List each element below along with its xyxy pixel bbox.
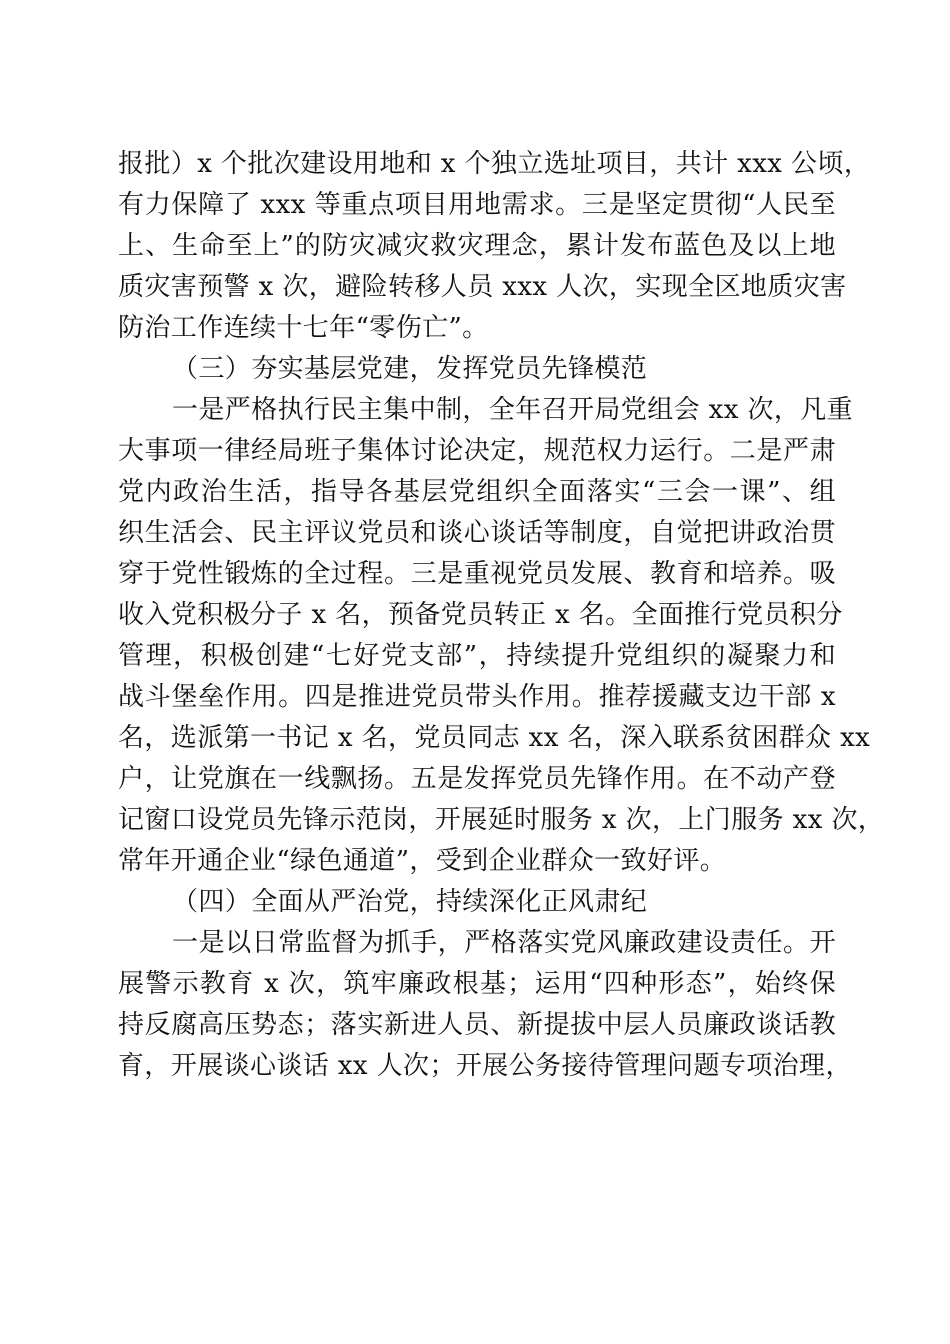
paragraph-3-line-2: 展警示教育 x 次，筑牢廉政根基；运用“四种形态”，始终保	[118, 969, 836, 999]
paragraph-2-line-9: 名，选派第一书记 x 名，党员同志 xx 名，深入联系贫困群众 xx	[118, 723, 871, 753]
paragraph-2-line-7: 管理，积极创建“七好党支部”，持续提升党组织的凝聚力和	[118, 641, 836, 671]
paragraph-2-line-12: 常年开通企业“绿色通道”，受到企业群众一致好评。	[118, 846, 727, 876]
paragraph-3-line-3: 持反腐高压势态；落实新进人员、新提拔中层人员廉政谈话教	[118, 1010, 836, 1040]
section-heading-3: （三）夯实基层党建，发挥党员先锋模范	[172, 354, 648, 384]
section-heading-4: （四）全面从严治党，持续深化正风肃纪	[172, 887, 648, 917]
paragraph-1-line-4: 质灾害预警 x 次，避险转移人员 xxx 人次，实现全区地质灾害	[118, 272, 847, 302]
paragraph-2-line-4: 织生活会、民主评议党员和谈心谈话等制度，自觉把讲政治贯	[118, 518, 836, 548]
paragraph-3-line-1: 一是以日常监督为抓手，严格落实党风廉政建设责任。开	[172, 928, 836, 958]
paragraph-1-line-3: 上、生命至上”的防灾减灾救灾理念，累计发布蓝色及以上地	[118, 231, 836, 261]
paragraph-2-line-1: 一是严格执行民主集中制，全年召开局党组会 xx 次，凡重	[172, 395, 854, 425]
document-page	[118, 144, 885, 1087]
paragraph-2-line-2: 大事项一律经局班子集体讨论决定，规范权力运行。二是严肃	[118, 436, 836, 466]
paragraph-3-line-4: 育，开展谈心谈话 xx 人次；开展公务接待管理问题专项治理，	[118, 1051, 852, 1081]
paragraph-2-line-5: 穿于党性锻炼的全过程。三是重视党员发展、教育和培养。吸	[118, 559, 836, 589]
paragraph-1-line-5: 防治工作连续十七年“零伤亡”。	[118, 313, 489, 343]
paragraph-2-line-6: 收入党积极分子 x 名，预备党员转正 x 名。全面推行党员积分	[118, 600, 843, 630]
paragraph-2-line-10: 户，让党旗在一线飘扬。五是发挥党员先锋作用。在不动产登	[118, 764, 836, 794]
paragraph-1-line-1: 报批）x 个批次建设用地和 x 个独立选址项目，共计 xxx 公顷，	[118, 149, 871, 179]
paragraph-2-line-8: 战斗堡垒作用。四是推进党员带头作用。推荐援藏支边干部 x	[118, 682, 836, 712]
paragraph-2-line-3: 党内政治生活，指导各基层党组织全面落实“三会一课”、组	[118, 477, 836, 507]
paragraph-1-line-2: 有力保障了 xxx 等重点项目用地需求。三是坚定贯彻“人民至	[118, 190, 836, 220]
paragraph-2-line-11: 记窗口设党员先锋示范岗，开展延时服务 x 次，上门服务 xx 次，	[118, 805, 885, 835]
